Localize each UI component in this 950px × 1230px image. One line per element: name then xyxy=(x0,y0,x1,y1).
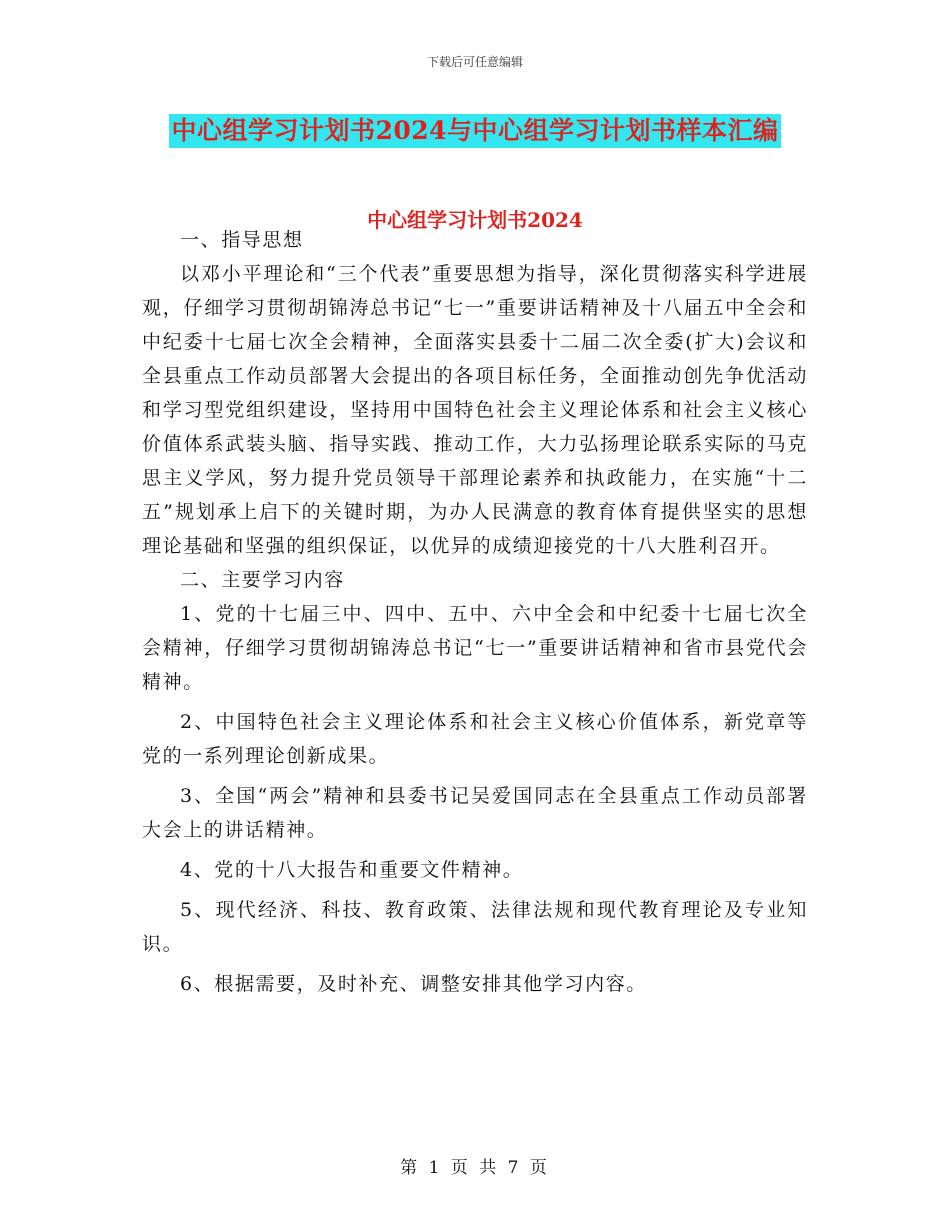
guiding-paragraph: 以邓小平理论和“三个代表”重要思想为指导，深化贯彻落实科学进展观，仔细学习贯彻胡锦涛总书记“七一”重要讲话精神及十八届五中全会和中纪委十七届七次全会精神，全面落实县委十二届二次全委(扩大)会议和全县重点工作动员部署大会提出的各项目标任务，全面推动创先争优活动和学习型党组织建设，坚持用中国特色社会主义理论体系和社会主义核心价值体系武装头脑、指导实践、推动工作，大力弘扬理论联系实际的马克思主义学风，努力提升党员领导干部理论素养和执政能力，在实施“十二五”规划承上启下的关键时期，为办人民满意的教育体育提供坚实的思想理论基础和坚强的组织保证，以优异的成绩迎接党的十八大胜利召开。 xyxy=(142,263,808,557)
document-title xyxy=(0,114,950,148)
content-item: 3、全国“两会”精神和县委书记吴爱国同志在全县重点工作动员部署大会上的讲话精神。 xyxy=(142,785,808,841)
content-item: 5、现代经济、科技、教育政策、法律法规和现代教育理论及专业知识。 xyxy=(142,899,808,955)
document-title-text: 中心组学习计划书2024与中心组学习计划书样本汇编 xyxy=(169,114,780,148)
content-item: 4、党的十八大报告和重要文件精神。 xyxy=(180,859,524,881)
guiding-heading: 一、指导思想 xyxy=(180,229,304,251)
content-item: 1、党的十七届三中、四中、五中、六中全会和中纪委十七届七次全会精神，仔细学习贯彻胡锦涛总书记“七一”重要讲话精神和省市县党代会精神。 xyxy=(142,603,808,693)
content-item: 6、根据需要，及时补充、调整安排其他学习内容。 xyxy=(180,973,647,995)
section-title: 中心组学习计划书2024 xyxy=(367,208,583,232)
page-footer: 第 1 页 共 7 页 xyxy=(400,1158,550,1178)
content-item: 2、中国特色社会主义理论体系和社会主义核心价值体系，新党章等党的一系列理论创新成果。 xyxy=(142,711,808,767)
content-heading: 二、主要学习内容 xyxy=(180,569,345,591)
header-note: 下载后可任意编辑 xyxy=(426,55,523,69)
document-body xyxy=(142,223,808,1001)
